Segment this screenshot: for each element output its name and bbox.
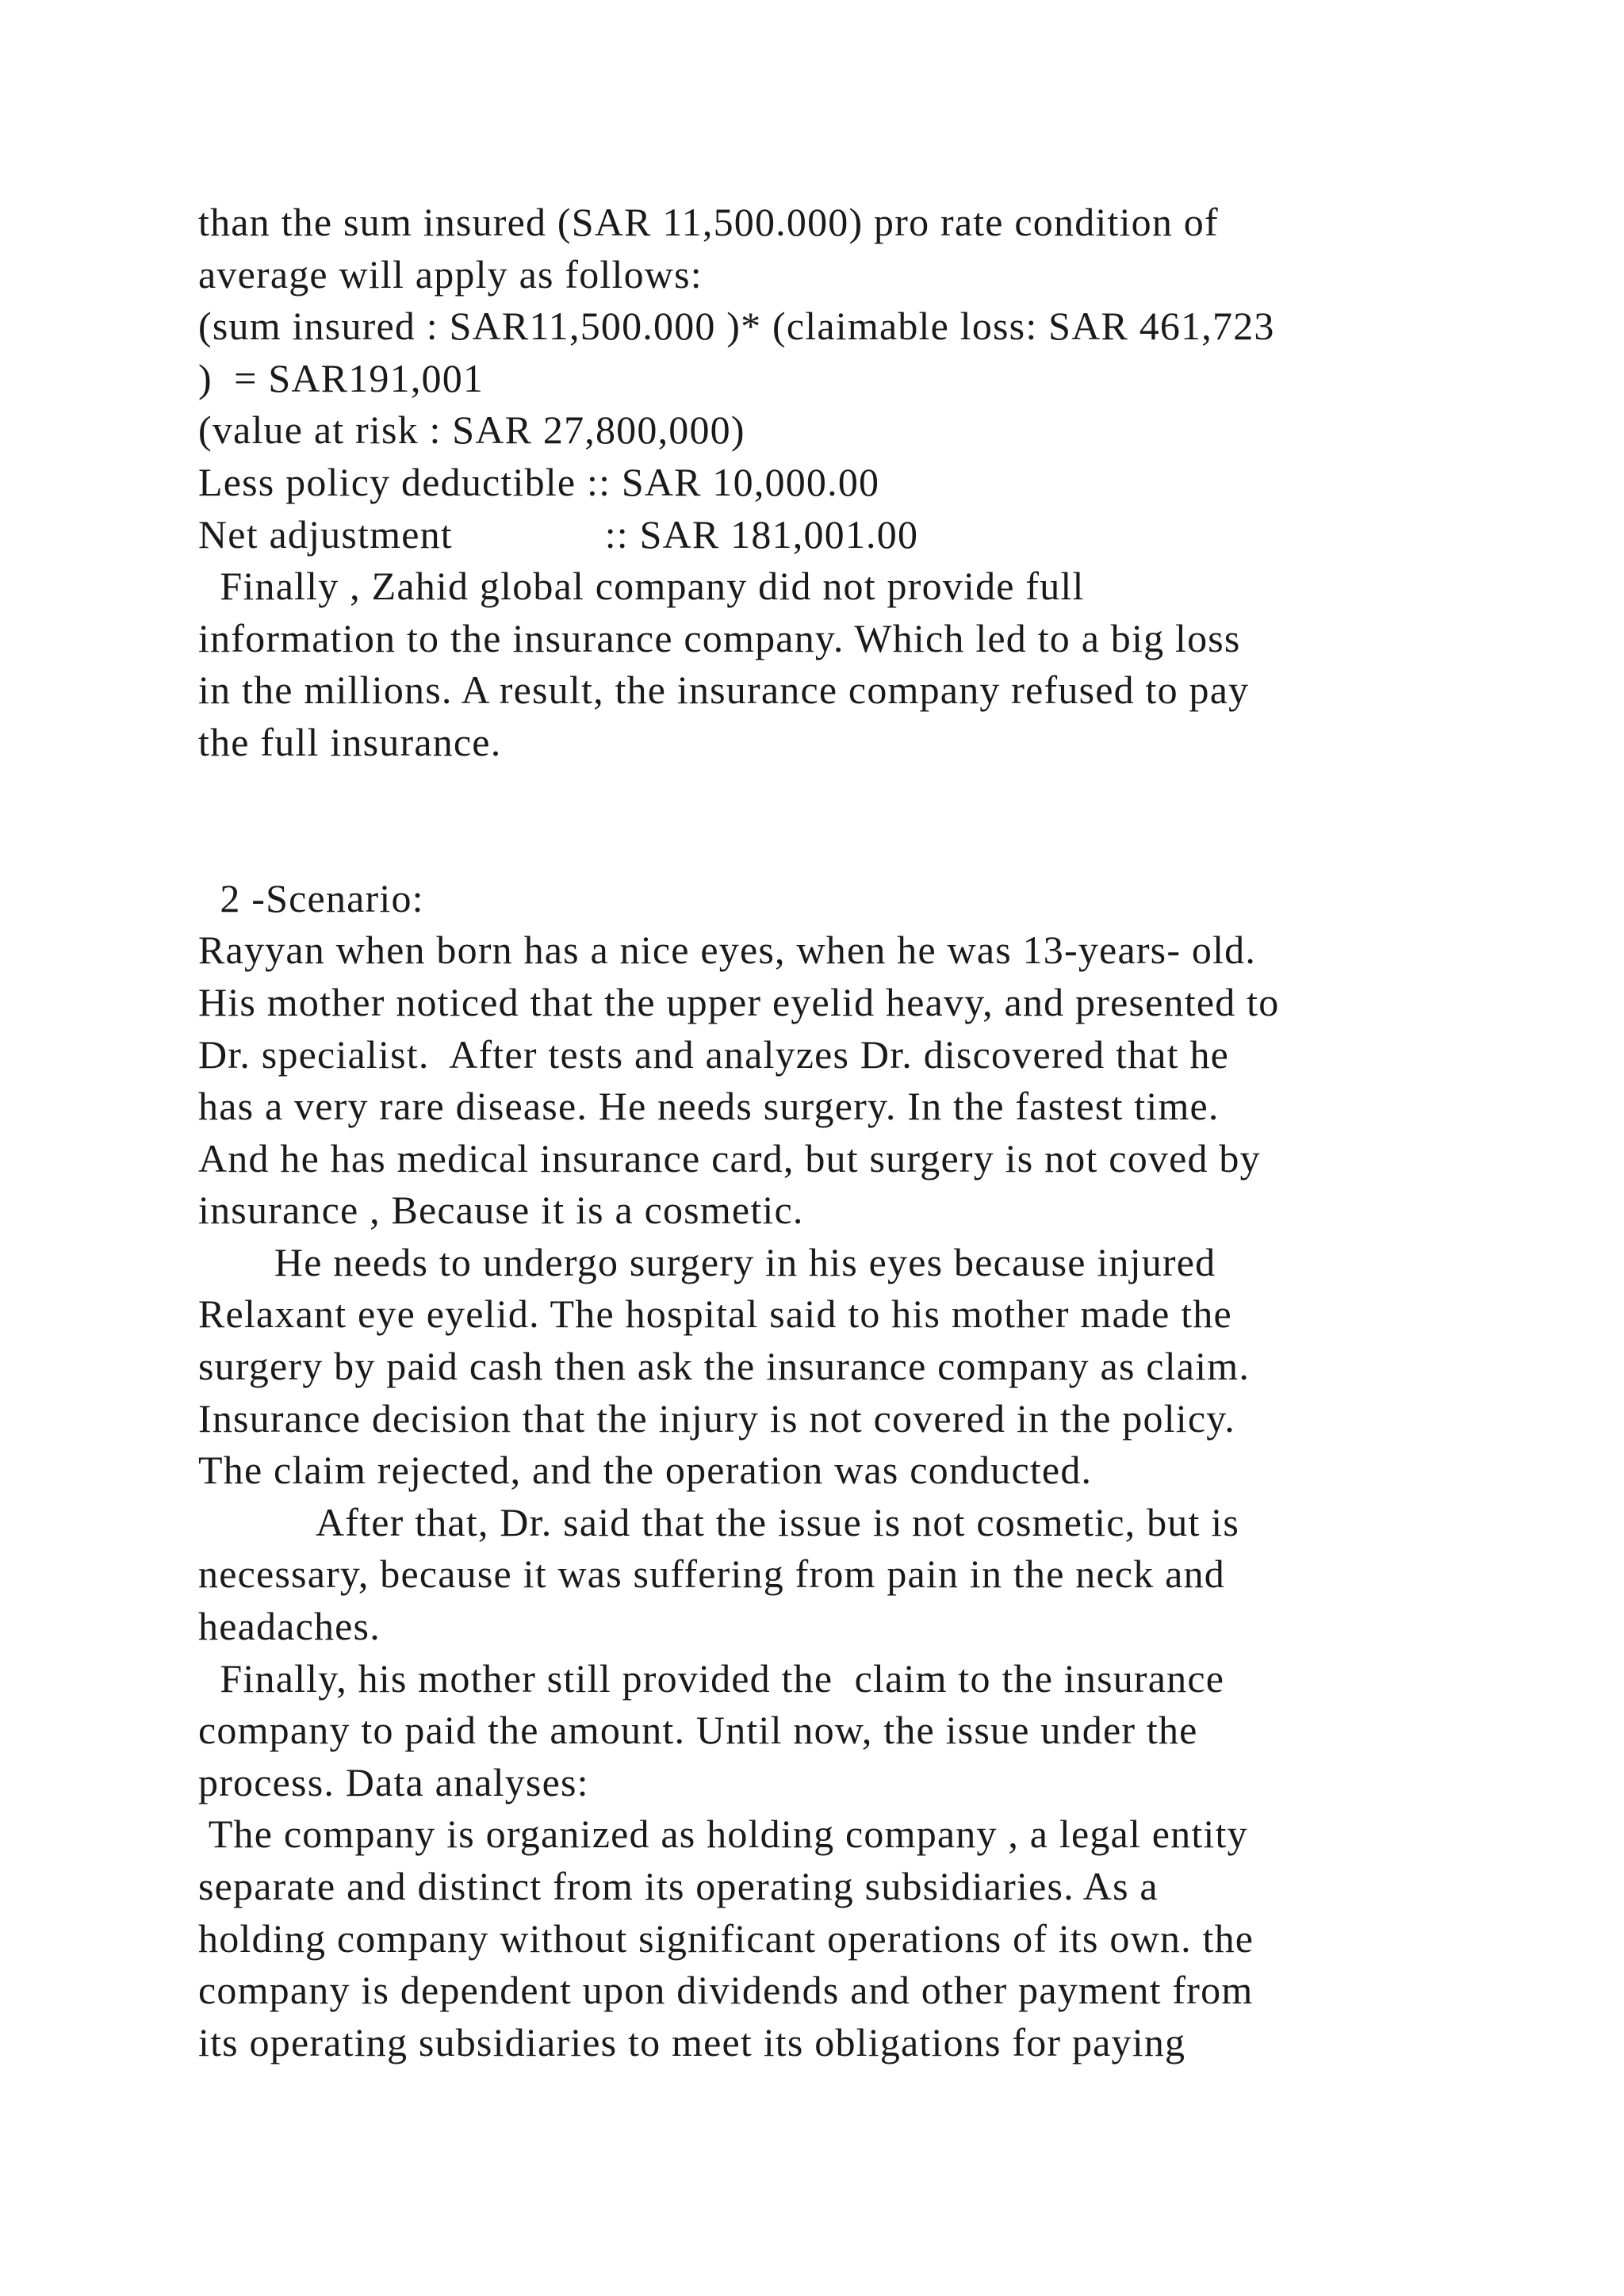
text-line: Insurance decision that the injury is not covered in the policy.: [198, 1395, 1235, 1441]
text-line: (value at risk : SAR 27,800,000): [198, 408, 745, 453]
text-line: Net adjustment :: SAR 181,001.00: [198, 511, 919, 557]
text-line: Finally , Zahid global company did not provide full: [198, 564, 1085, 609]
text-line: His mother noticed that the upper eyelid heavy, and presented to: [198, 979, 1280, 1024]
text-line: surgery by paid cash then ask the insurance company as claim.: [198, 1344, 1251, 1389]
text-line: average will apply as follows:: [198, 251, 703, 297]
text-line: separate and distinct from its operating subsidiaries. As a: [198, 1864, 1159, 1908]
text-line: (sum insured : SAR11,500.000 )* (claimable loss: SAR 461,723: [198, 304, 1275, 349]
text-line: insurance , Because it is a cosmetic.: [198, 1188, 804, 1233]
text-line: After that, Dr. said that the issue is not cosmetic, but is: [198, 1499, 1240, 1544]
text-line: has a very rare disease. He needs surgery. In the fastest time.: [198, 1084, 1220, 1129]
text-line: information to the insurance company. Which led to a big loss: [198, 615, 1241, 660]
section-heading: 2 -Scenario:: [198, 875, 424, 920]
text-line: company to paid the amount. Until now, the issue under the: [198, 1708, 1198, 1753]
text-line: than the sum insured (SAR 11,500.000) pro rate condition of: [198, 200, 1219, 244]
text-line: The company is organized as holding company , a legal entity: [198, 1812, 1248, 1857]
text-line: process. Data analyses:: [198, 1759, 589, 1804]
text-line: Relaxant eye eyelid. The hospital said to his mother made the: [198, 1292, 1232, 1337]
text-line: And he has medical insurance card, but surgery is not coved by: [198, 1135, 1261, 1181]
text-line: ) = SAR191,001: [198, 355, 485, 400]
text-line: The claim rejected, and the operation was conducted.: [198, 1448, 1093, 1493]
document-body: [198, 197, 1499, 2068]
text-line: the full insurance.: [198, 719, 502, 764]
text-line: Less policy deductible :: SAR 10,000.00: [198, 459, 880, 504]
text-line: headaches.: [198, 1604, 381, 1649]
text-line: Rayyan when born has a nice eyes, when he was 13-years- old.: [198, 928, 1257, 973]
text-line: He needs to undergo surgery in his eyes because injured: [198, 1239, 1216, 1284]
text-line: holding company without significant operations of its own. the: [198, 1915, 1254, 1961]
text-line: Finally, his mother still provided the claim to the insurance: [198, 1655, 1225, 1701]
text-line: Dr. specialist. After tests and analyzes Dr. discovered that he: [198, 1031, 1230, 1077]
text-line: necessary, because it was suffering from pain in the neck and: [198, 1552, 1225, 1597]
paragraph-gap: [198, 769, 1499, 873]
text-line: company is dependent upon dividends and other payment from: [198, 1968, 1254, 2013]
text-line: its operating subsidiaries to meet its obligations for paying: [198, 2019, 1186, 2064]
text-line: in the millions. A result, the insurance company refused to pay: [198, 668, 1250, 713]
